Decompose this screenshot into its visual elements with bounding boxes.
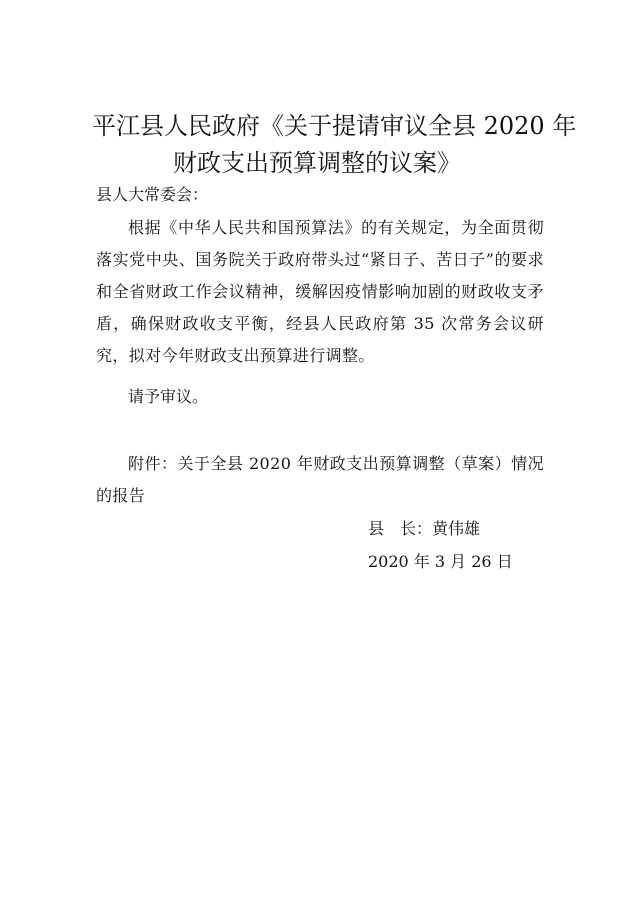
signature: 县 长：黄伟雄 (368, 519, 481, 538)
attachment-line: 附件：关于全县 2020 年财政支出预算调整（草案）情况的报告 (96, 454, 544, 505)
title-line-2: 财政支出预算调整的议案》 (173, 149, 461, 177)
document-date: 2020 年 3 月 26 日 (368, 552, 513, 571)
main-paragraph: 根据《中华人民共和国预算法》的有关规定，为全面贯彻落实党中央、国务院关于政府带头过“紧日子、苦日子”的要求和全省财政工作会议精神，缓解因疫情影响加剧的财政收支矛盾，确保财政收支平衡，经县人民政府第 35 次常务会议研究，拟对今年财政支出预算进行调整。 (96, 218, 544, 365)
title-line-1: 平江县人民政府《关于提请审议全县 2020 年 (92, 112, 577, 140)
document-title (92, 108, 577, 182)
request-line: 请予审议。 (128, 387, 209, 406)
recipient: 县人大常委会： (96, 185, 209, 204)
